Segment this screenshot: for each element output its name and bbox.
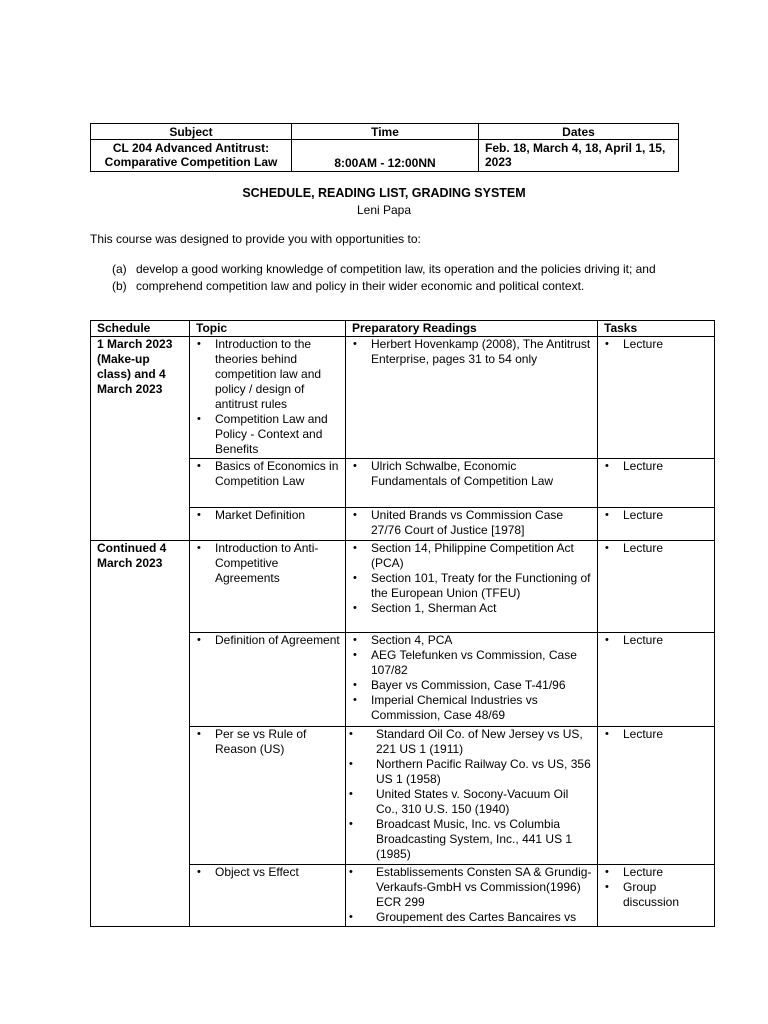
schedule-header-row	[91, 321, 715, 337]
topic-item: • Market Definition	[194, 508, 341, 523]
topic-cell	[190, 727, 346, 865]
objective-item	[112, 279, 678, 294]
reading-item: • Broadcast Music, Inc. vs Columbia Broadcasting System, Inc., 441 US 1 (1985)	[350, 817, 593, 862]
objective-item	[112, 262, 678, 277]
reading-item: • Herbert Hovenkamp (2008), The Antitrust Enterprise, pages 31 to 54 only	[350, 337, 593, 367]
readings-cell	[346, 541, 598, 633]
tasks-cell	[598, 508, 715, 541]
task-item: • Lecture	[602, 337, 710, 352]
topic-item: • Introduction to Anti-Competitive Agreements	[194, 541, 341, 586]
tasks-cell	[598, 633, 715, 727]
subject-header: Subject	[91, 124, 292, 140]
reading-item: • Ulrich Schwalbe, Economic Fundamentals of Competition Law	[350, 459, 593, 489]
topic-cell	[190, 337, 346, 459]
topic-cell	[190, 541, 346, 633]
topic-cell	[190, 459, 346, 508]
subject-line-1: CL 204 Advanced Antitrust:	[112, 141, 270, 155]
reading-item: • Section 101, Treaty for the Functioning of the European Union (TFEU)	[350, 571, 593, 601]
objective-text: comprehend competition law and policy in their wider economic and political context.	[136, 279, 585, 293]
topic-cell	[190, 865, 346, 927]
tasks-cell	[598, 459, 715, 508]
readings-header: Preparatory Readings	[346, 321, 598, 337]
tasks-cell	[598, 541, 715, 633]
info-value-row	[91, 140, 679, 172]
task-item: • Lecture	[602, 541, 710, 556]
schedule-header: Schedule	[91, 321, 190, 337]
task-item: • Lecture	[602, 727, 710, 742]
reading-item: • Groupement des Cartes Bancaires vs	[350, 910, 593, 925]
schedule-cell: Continued 4 March 2023	[91, 541, 190, 927]
topic-header: Topic	[190, 321, 346, 337]
reading-item: • Bayer vs Commission, Case T-41/96	[350, 678, 593, 693]
reading-item: • Imperial Chemical Industries vs Commission, Case 48/69	[350, 693, 593, 723]
subject-line-2: Comparative Competition Law	[104, 155, 278, 169]
reading-item: • Section 1, Sherman Act	[350, 601, 593, 616]
reading-item: • Section 14, Philippine Competition Act (PCA)	[350, 541, 593, 571]
tasks-header: Tasks	[598, 321, 715, 337]
reading-item: • Section 4, PCA	[350, 633, 593, 648]
reading-item: • Establissements Consten SA & Grundig-Verkaufs-GmbH vs Commission(1996) ECR 299	[350, 865, 593, 910]
task-item: • Lecture	[602, 459, 710, 474]
topic-item: • Object vs Effect	[194, 865, 341, 880]
readings-cell	[346, 459, 598, 508]
document-author: Leni Papa	[356, 203, 412, 217]
task-item: • Lecture	[602, 633, 710, 648]
reading-item: • United States v. Socony-Vacuum Oil Co., 310 U.S. 150 (1940)	[350, 787, 593, 817]
reading-item: • Northern Pacific Railway Co. vs US, 356 US 1 (1958)	[350, 757, 593, 787]
schedule-cell: 1 March 2023 (Make-up class) and 4 March 2023	[91, 337, 190, 541]
objectives-list	[112, 262, 678, 296]
tasks-cell	[598, 727, 715, 865]
reading-item: • Standard Oil Co. of New Jersey vs US, 221 US 1 (1911)	[350, 727, 593, 757]
document-title: SCHEDULE, READING LIST, GRADING SYSTEM	[242, 186, 526, 200]
dates-header: Dates	[479, 124, 679, 140]
task-item: • Lecture	[602, 508, 710, 523]
objective-text: develop a good working knowledge of competition law, its operation and the policies driving it; and	[136, 262, 656, 276]
schedule-table	[90, 320, 715, 927]
objective-letter: (a)	[112, 262, 127, 276]
readings-cell	[346, 337, 598, 459]
readings-cell	[346, 727, 598, 865]
topic-cell	[190, 633, 346, 727]
dates-cell: Feb. 18, March 4, 18, April 1, 15, 2023	[479, 140, 679, 172]
topic-cell	[190, 508, 346, 541]
task-item: • Group discussion	[602, 880, 710, 910]
readings-cell	[346, 865, 598, 927]
topic-item: • Definition of Agreement	[194, 633, 341, 648]
topic-item: • Per se vs Rule of Reason (US)	[194, 727, 341, 757]
topic-item: • Basics of Economics in Competition Law	[194, 459, 341, 489]
readings-cell	[346, 633, 598, 727]
objective-letter: (b)	[112, 279, 127, 293]
table-row	[91, 541, 715, 633]
course-info-table	[90, 123, 679, 172]
tasks-cell	[598, 337, 715, 459]
task-item: • Lecture	[602, 865, 710, 880]
topic-item: • Competition Law and Policy - Context and Benefits	[194, 412, 341, 457]
time-cell: 8:00AM - 12:00NN	[292, 140, 479, 172]
info-header-row	[91, 124, 679, 140]
reading-item: • United Brands vs Commission Case 27/76 Court of Justice [1978]	[350, 508, 593, 538]
time-header: Time	[292, 124, 479, 140]
intro-paragraph: This course was designed to provide you with opportunities to:	[90, 232, 421, 246]
table-row	[91, 337, 715, 459]
readings-cell	[346, 508, 598, 541]
subject-cell	[91, 140, 292, 172]
reading-item: • AEG Telefunken vs Commission, Case 107/82	[350, 648, 593, 678]
tasks-cell	[598, 865, 715, 927]
topic-item: • Introduction to the theories behind competition law and policy / design of antitrust rules	[194, 337, 341, 412]
